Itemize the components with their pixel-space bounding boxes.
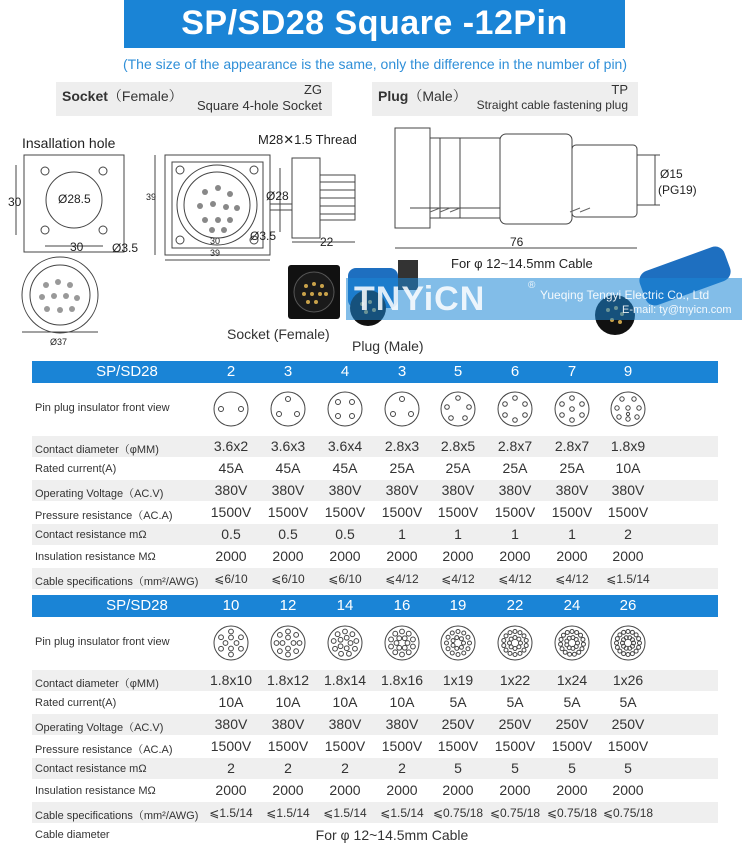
spec-row: [32, 714, 718, 736]
pin-count: 7: [567, 363, 577, 380]
spec-value: 2000: [215, 782, 247, 798]
spec-value: 25A: [389, 460, 415, 476]
spec-value: 2000: [442, 782, 474, 798]
spec-value: 1500V: [381, 504, 423, 520]
spec-value: 2000: [329, 548, 361, 564]
spec-value: 5: [511, 760, 519, 776]
spec-value: 2000: [442, 548, 474, 564]
pin-count: 5: [453, 363, 463, 380]
spec-value: 380V: [555, 482, 589, 498]
spec-value: 5: [454, 760, 462, 776]
spec-value: 2: [284, 760, 292, 776]
spec-value: 5A: [449, 694, 467, 710]
spec-value: 2000: [612, 782, 644, 798]
spec-row: [32, 736, 718, 758]
pin-diagram-16: [382, 623, 422, 663]
pin-diagram-10: [211, 623, 251, 663]
pin-count: 2: [226, 363, 236, 380]
pin-diagram-26: [608, 623, 648, 663]
pin-diagram-24: [552, 623, 592, 663]
cable-diameter-value: For φ 12~14.5mm Cable: [315, 827, 469, 843]
plug-type: （Male）: [408, 88, 467, 104]
spec-value: 250V: [555, 716, 589, 732]
row-label: Cable diameter: [35, 829, 110, 841]
pin-diagram-7: [552, 389, 592, 429]
spec-value: 250V: [611, 716, 645, 732]
row-label: Contact diameter（φMM): [35, 444, 159, 456]
spec-row: [32, 546, 718, 568]
spec-value: 2: [624, 526, 632, 542]
spec-value: 5: [568, 760, 576, 776]
socket-code: ZG: [303, 82, 322, 97]
install-hole-label: Insallation hole: [22, 135, 116, 151]
cable-diameter-row: [32, 824, 718, 847]
dim-22: 22: [320, 235, 334, 249]
spec-value: ⩽4/12: [498, 572, 532, 586]
spec-value: 1500V: [551, 504, 593, 520]
row-label: Rated current(A): [35, 697, 117, 709]
plug-face-circle: [22, 257, 98, 333]
row-label: Rated current(A): [35, 463, 117, 475]
spec-row: [32, 502, 718, 524]
spec-row: [32, 692, 718, 714]
spec-value: 10A: [389, 694, 415, 710]
pin-diagram-3: [268, 389, 308, 429]
spec-value: 1500V: [494, 738, 536, 754]
row-label: Cable specifications（mm²/AWG): [35, 810, 199, 822]
spec-value: 1.8x14: [323, 672, 367, 688]
spec-value: 10A: [275, 694, 301, 710]
spec-value: 5A: [619, 694, 637, 710]
spec-value: 5A: [506, 694, 524, 710]
series-label: SP/SD28: [106, 597, 168, 614]
spec-value: 1.8x10: [209, 672, 253, 688]
spec-value: 380V: [271, 482, 305, 498]
socket-photo: [288, 265, 340, 319]
pin-diagram-19: [438, 623, 478, 663]
spec-value: ⩽0.75/18: [546, 806, 598, 820]
page-title: SP/SD28 Square -12Pin: [124, 0, 625, 48]
spec-value: 2000: [272, 782, 304, 798]
dim-37: Ø37: [50, 337, 68, 347]
spec-value: ⩽6/10: [328, 572, 362, 586]
pin-count: 3: [283, 363, 293, 380]
spec-value: 2: [341, 760, 349, 776]
spec-value: 380V: [441, 482, 475, 498]
plug-desc: Straight cable fastening plug: [476, 98, 628, 112]
spec-table-1: [32, 361, 718, 590]
spec-value: 380V: [498, 482, 532, 498]
spec-value: ⩽4/12: [441, 572, 475, 586]
pin-diagram-3b: [382, 389, 422, 429]
spec-value: ⩽1.5/14: [266, 806, 310, 820]
row-label: Pressure resistance（AC.A): [35, 744, 173, 756]
spec-table-2: [32, 595, 718, 847]
row-label: Contact diameter（φMM): [35, 678, 159, 690]
pin-count: 9: [623, 363, 633, 380]
spec-value: 2000: [386, 782, 418, 798]
plug-name: Plug: [378, 88, 409, 104]
spec-value: 1: [454, 526, 462, 542]
spec-value: 0.5: [221, 526, 241, 542]
spec-value: 1500V: [324, 738, 366, 754]
spec-row: [32, 568, 718, 590]
spec-row: [32, 802, 718, 824]
spec-value: 380V: [214, 716, 248, 732]
spec-value: 1500V: [494, 504, 536, 520]
pin-diagram-6: [495, 389, 535, 429]
spec-value: 10A: [615, 460, 641, 476]
spec-row: [32, 780, 718, 802]
spec-value: 2000: [329, 782, 361, 798]
pin-count: 22: [506, 597, 524, 614]
spec-row: [32, 670, 718, 692]
dim-30-horiz: 30: [70, 240, 84, 254]
spec-value: 1x24: [556, 672, 588, 688]
series-label: SP/SD28: [96, 363, 158, 380]
pin-count: 6: [510, 363, 520, 380]
spec-value: ⩽1.5/14: [209, 806, 253, 820]
row-label: Operating Voltage（AC.V): [35, 722, 164, 734]
dim-15: Ø15: [660, 167, 683, 181]
pin-count: 14: [336, 597, 354, 614]
plug-caption: Plug (Male): [352, 338, 424, 354]
spec-value: 1x22: [499, 672, 531, 688]
spec-value: 1: [568, 526, 576, 542]
spec-table-1-header: [32, 361, 718, 383]
dim-28-5: Ø28.5: [58, 192, 91, 206]
front-view-row: [32, 383, 718, 436]
spec-value: 45A: [218, 460, 244, 476]
spec-value: 25A: [559, 460, 585, 476]
spec-value: 1500V: [437, 504, 479, 520]
dim-pg19: (PG19): [658, 183, 697, 197]
spec-value: 2.8x5: [440, 438, 476, 454]
spec-value: 5: [624, 760, 632, 776]
pin-diagram-22: [495, 623, 535, 663]
pin-count: 10: [222, 597, 240, 614]
spec-value: 250V: [498, 716, 532, 732]
plug-label-bar: [372, 82, 638, 116]
spec-value: 2.8x3: [384, 438, 420, 454]
spec-value: 3.6x2: [213, 438, 249, 454]
spec-value: 2000: [556, 782, 588, 798]
spec-value: 5A: [563, 694, 581, 710]
pin-count: 16: [393, 597, 411, 614]
spec-value: ⩽0.75/18: [432, 806, 484, 820]
spec-value: 2: [227, 760, 235, 776]
spec-value: 2000: [215, 548, 247, 564]
spec-value: 380V: [385, 716, 419, 732]
row-label: Insulation resistance MΩ: [35, 785, 156, 797]
plug-body-outline: [395, 128, 430, 228]
spec-value: 1: [398, 526, 406, 542]
plug-code: TP: [611, 82, 628, 97]
spec-value: 1500V: [551, 738, 593, 754]
row-label: Pressure resistance（AC.A): [35, 510, 173, 522]
dim-39-vert: 39: [146, 192, 157, 202]
spec-value: ⩽4/12: [385, 572, 419, 586]
pin-diagram-2: [211, 389, 251, 429]
pin-count: 3: [397, 363, 407, 380]
registered-mark: ®: [528, 280, 536, 291]
spec-value: 1500V: [210, 738, 252, 754]
spec-value: 1500V: [210, 504, 252, 520]
spec-value: 380V: [385, 482, 419, 498]
spec-value: 1x26: [612, 672, 644, 688]
pin-count: 12: [279, 597, 297, 614]
spec-value: 2000: [499, 548, 531, 564]
spec-value: 0.5: [335, 526, 355, 542]
spec-value: ⩽6/10: [271, 572, 305, 586]
company-email: E-mail: ty@tnyicn.com: [622, 304, 732, 316]
pin-count: 4: [340, 363, 350, 380]
spec-value: 2000: [556, 548, 588, 564]
row-label: Cable specifications（mm²/AWG): [35, 576, 199, 588]
spec-value: 1.8x9: [610, 438, 646, 454]
spec-value: 1.8x16: [380, 672, 424, 688]
spec-value: 1500V: [437, 738, 479, 754]
spec-value: 10A: [218, 694, 244, 710]
spec-value: 3.6x4: [327, 438, 363, 454]
spec-row: [32, 458, 718, 480]
spec-value: ⩽1.5/14: [380, 806, 424, 820]
spec-value: 2000: [499, 782, 531, 798]
front-view-row: [32, 617, 718, 670]
spec-table-2-header: [32, 595, 718, 617]
socket-type: （Female）: [107, 88, 183, 104]
spec-value: 380V: [611, 482, 645, 498]
socket-side-outline: [292, 158, 320, 238]
spec-value: 1500V: [267, 738, 309, 754]
cable-note: For φ 12~14.5mm Cable: [451, 256, 593, 271]
dim-76: 76: [510, 235, 524, 249]
spec-row: [32, 524, 718, 546]
spec-value: 0.5: [278, 526, 298, 542]
dim-28: Ø28: [266, 189, 289, 203]
spec-value: 25A: [502, 460, 528, 476]
pin-diagram-4: [325, 389, 365, 429]
spec-value: 2.8x7: [554, 438, 590, 454]
dim-3-5-right: Ø3.5: [250, 229, 277, 243]
socket-name: Socket: [62, 88, 108, 104]
spec-value: 1500V: [607, 738, 649, 754]
spec-value: 1500V: [607, 504, 649, 520]
dim-30-vert: 30: [8, 195, 22, 209]
row-label: Pin plug insulator front view: [35, 636, 170, 648]
pin-diagram-5: [438, 389, 478, 429]
dim-30-socket: 30: [210, 236, 221, 246]
dim-39-socket: 39: [210, 248, 221, 258]
spec-value: 2000: [272, 548, 304, 564]
spec-value: 45A: [275, 460, 301, 476]
spec-value: 1500V: [267, 504, 309, 520]
spec-row: [32, 436, 718, 458]
spec-value: ⩽1.5/14: [606, 572, 650, 586]
spec-value: ⩽1.5/14: [323, 806, 367, 820]
row-label: Pin plug insulator front view: [35, 402, 170, 414]
row-label: Contact resistance mΩ: [35, 529, 147, 541]
spec-value: 380V: [271, 716, 305, 732]
spec-value: 250V: [441, 716, 475, 732]
spec-value: 1500V: [381, 738, 423, 754]
thread-label: M28✕1.5 Thread: [258, 132, 357, 147]
spec-value: 1.8x12: [266, 672, 310, 688]
socket-caption: Socket (Female): [227, 326, 330, 342]
row-label: Operating Voltage（AC.V): [35, 488, 164, 500]
row-label: Contact resistance mΩ: [35, 763, 147, 775]
spec-value: 1x19: [442, 672, 474, 688]
page-subtitle: (The size of the appearance is the same, only the difference in the number of pin): [122, 56, 628, 72]
pin-diagram-14: [325, 623, 365, 663]
socket-desc: Square 4-hole Socket: [196, 98, 322, 113]
pin-diagram-12: [268, 623, 308, 663]
spec-value: 10A: [332, 694, 358, 710]
spec-value: 2.8x7: [497, 438, 533, 454]
spec-value: 25A: [445, 460, 471, 476]
pin-count: 26: [619, 597, 637, 614]
spec-value: ⩽4/12: [555, 572, 589, 586]
spec-value: 380V: [328, 482, 362, 498]
pin-count: 24: [563, 597, 581, 614]
spec-value: 2000: [612, 548, 644, 564]
socket-label-bar: [56, 82, 332, 116]
spec-value: 1: [511, 526, 519, 542]
spec-row: [32, 758, 718, 780]
pin-count: 19: [449, 597, 467, 614]
spec-value: ⩽0.75/18: [602, 806, 654, 820]
pin-diagram-9: [608, 389, 648, 429]
spec-value: ⩽6/10: [214, 572, 248, 586]
spec-value: 3.6x3: [270, 438, 306, 454]
row-label: Insulation resistance MΩ: [35, 551, 156, 563]
brand-logo: TNYiCN: [354, 280, 486, 318]
spec-value: 380V: [328, 716, 362, 732]
spec-value: 2: [398, 760, 406, 776]
spec-value: 380V: [214, 482, 248, 498]
spec-value: 45A: [332, 460, 358, 476]
dim-3-5-left: Ø3.5: [112, 241, 139, 255]
spec-value: 2000: [386, 548, 418, 564]
spec-value: 1500V: [324, 504, 366, 520]
spec-value: ⩽0.75/18: [489, 806, 541, 820]
company-name: Yueqing Tengyi Electric Co., Ltd: [540, 288, 710, 302]
spec-row: [32, 480, 718, 502]
